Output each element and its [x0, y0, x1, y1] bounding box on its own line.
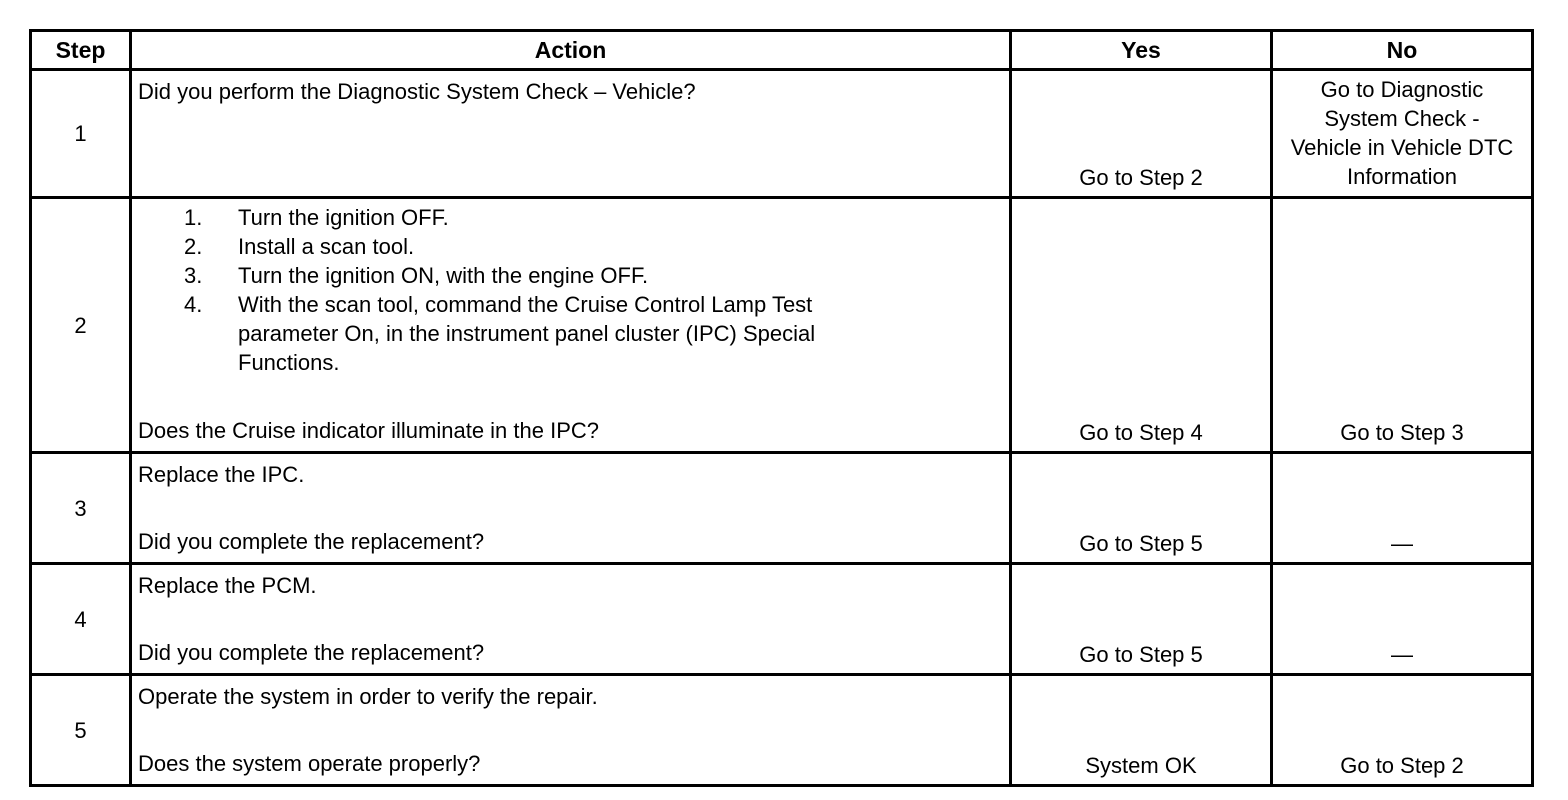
- action-question: Does the system operate properly?: [138, 751, 481, 776]
- action-cell: [131, 453, 1011, 564]
- action-question: Did you complete the replacement?: [138, 529, 485, 554]
- header-row: [31, 31, 1533, 70]
- yes-cell: Go to Step 5: [1011, 564, 1272, 675]
- table-row: [31, 675, 1533, 786]
- list-item: [184, 203, 904, 232]
- no-cell: —: [1272, 564, 1533, 675]
- step-number: 2: [31, 198, 131, 453]
- substep-text: Turn the ignition ON, with the engine OFF.: [238, 263, 649, 288]
- substep-text: With the scan tool, command the Cruise Control Lamp Test parameter On, in the instrument panel cluster (IPC) Special Functions.: [238, 292, 816, 375]
- step-number: 5: [31, 675, 131, 786]
- action-question: Did you complete the replacement?: [138, 640, 485, 665]
- action-cell: [131, 564, 1011, 675]
- header-action: Action: [131, 31, 1011, 70]
- substep-text: Turn the ignition OFF.: [238, 205, 449, 230]
- action-cell: [131, 198, 1011, 453]
- yes-cell: Go to Step 5: [1011, 453, 1272, 564]
- action-instruction: Replace the PCM.: [138, 573, 317, 598]
- substep-text: Install a scan tool.: [238, 234, 415, 259]
- table-row: [31, 453, 1533, 564]
- list-item: [184, 261, 904, 290]
- action-question: Does the Cruise indicator illuminate in the IPC?: [138, 418, 600, 443]
- table-row: [31, 70, 1533, 198]
- header-step: Step: [31, 31, 131, 70]
- no-cell: —: [1272, 453, 1533, 564]
- no-cell: Go to Diagnostic System Check - Vehicle in Vehicle DTC Information: [1272, 70, 1533, 198]
- diagnostic-table: [29, 29, 1534, 787]
- table-row: [31, 564, 1533, 675]
- action-cell: [131, 675, 1011, 786]
- step-number: 3: [31, 453, 131, 564]
- list-item: [184, 290, 904, 377]
- substep-number: 1.: [184, 205, 203, 230]
- step-number: 4: [31, 564, 131, 675]
- yes-cell: System OK: [1011, 675, 1272, 786]
- substep-number: 3.: [184, 263, 203, 288]
- no-cell: Go to Step 2: [1272, 675, 1533, 786]
- header-no: No: [1272, 31, 1533, 70]
- action-cell: [131, 70, 1011, 198]
- action-instruction: Operate the system in order to verify the repair.: [138, 684, 598, 709]
- step-number: 1: [31, 70, 131, 198]
- substep-list: [138, 203, 904, 377]
- table-row: [31, 198, 1533, 453]
- action-instruction: Replace the IPC.: [138, 462, 305, 487]
- yes-cell: Go to Step 4: [1011, 198, 1272, 453]
- action-instruction: Did you perform the Diagnostic System Check – Vehicle?: [138, 79, 696, 104]
- no-cell: Go to Step 3: [1272, 198, 1533, 453]
- header-yes: Yes: [1011, 31, 1272, 70]
- list-item: [184, 232, 904, 261]
- yes-cell: Go to Step 2: [1011, 70, 1272, 198]
- substep-number: 2.: [184, 234, 203, 259]
- substep-number: 4.: [184, 292, 203, 317]
